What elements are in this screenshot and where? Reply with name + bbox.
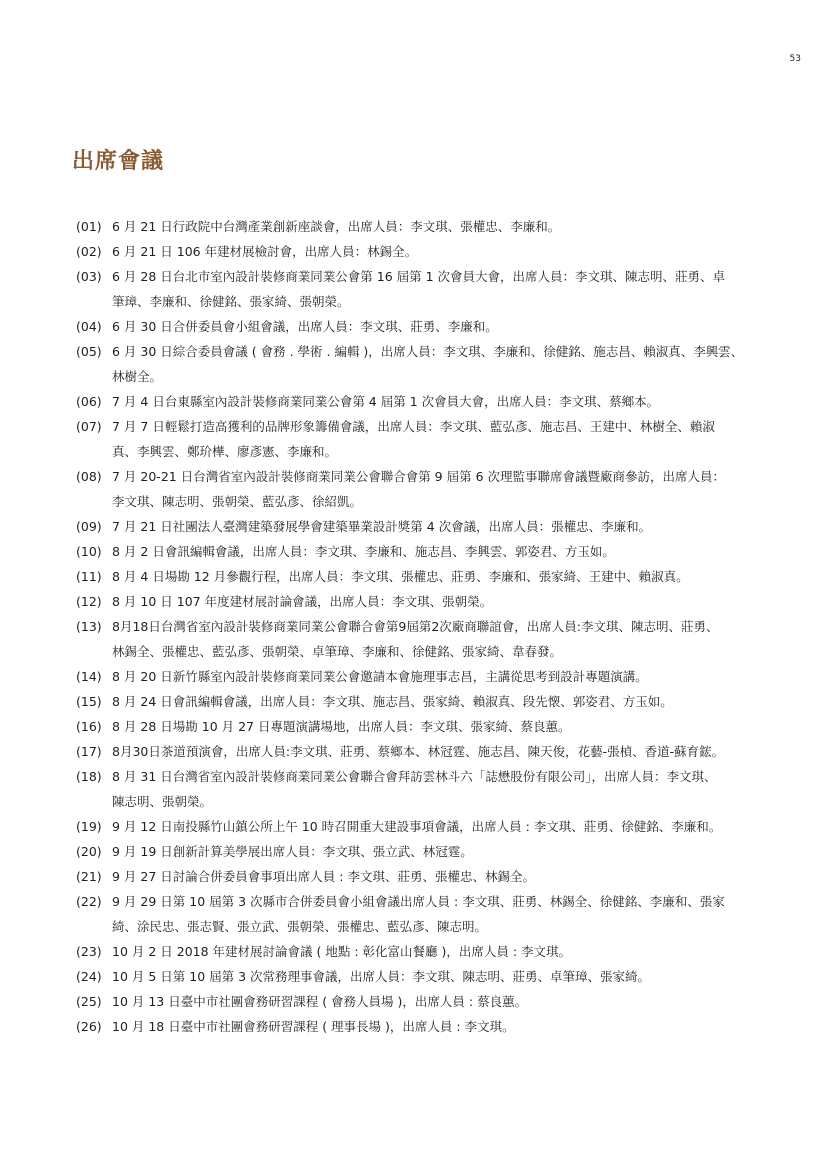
entry-text-line: 8 月 20 日新竹縣室內設計裝修商業同業公會邀請本會施理事志昌，主講從思考到設計專題演講。 <box>112 669 648 684</box>
entry-number: (04) <box>76 319 102 334</box>
entry-text-line: 林錫全、張權忠、藍弘彥、張朝榮、卓筆璋、李廉和、徐健銘、張家綺、韋春發。 <box>112 644 563 659</box>
entry-number: (14) <box>76 669 102 684</box>
entry-number: (25) <box>76 994 102 1009</box>
meeting-entry <box>76 764 754 814</box>
entry-number: (06) <box>76 394 102 409</box>
entry-text-line: 9 月 19 日創新計算美學展出席人員：李文琪、張立武、林冠霆。 <box>112 844 473 859</box>
entry-text-line: 8 月 28 日場勘 10 月 27 日專題演講場地，出席人員：李文琪、張家綺、蔡良蕙。 <box>112 719 571 734</box>
entry-number: (07) <box>76 419 102 434</box>
page-title: 出席會議 <box>72 149 165 174</box>
meeting-entry <box>76 514 754 539</box>
entry-number: (10) <box>76 544 102 559</box>
entry-number: (12) <box>76 594 102 609</box>
meeting-entry <box>76 239 754 264</box>
entry-number: (02) <box>76 244 102 259</box>
entry-text-line: 10 月 13 日臺中市社團會務研習課程 ( 會務人員場 )，出席人員 : 蔡良蕙。 <box>112 994 528 1009</box>
entry-text-line: 8月30日茶道預演會，出席人員:李文琪、莊勇、蔡鄉本、林冠霆、施志昌、陳天俊，花藝-張楨、香道-蘇育鋐。 <box>112 744 725 759</box>
entry-number: (03) <box>76 269 102 284</box>
meeting-entry <box>76 614 754 664</box>
meeting-entry <box>76 564 754 589</box>
entry-text-line: 6 月 28 日台北市室內設計裝修商業同業公會第 16 屆第 1 次會員大會，出席人員：李文琪、陳志明、莊勇、卓 <box>112 269 726 284</box>
entry-number: (21) <box>76 869 102 884</box>
meeting-entry <box>76 814 754 839</box>
entry-text-line: 7 月 21 日社團法人臺灣建築發展學會建築畢業設計獎第 4 次會議，出席人員：張權忠、李廉和。 <box>112 519 652 534</box>
entry-number: (18) <box>76 769 102 784</box>
meeting-entry <box>76 414 754 464</box>
meeting-entry <box>76 264 754 314</box>
entry-text-line: 6 月 30 日綜合委員會議 ( 會務 . 學術 . 編輯 )，出席人員：李文琪、李廉和、徐健銘、施志昌、賴淑真、李興雲、 <box>112 344 744 359</box>
entry-number: (23) <box>76 944 102 959</box>
meeting-entry <box>76 389 754 414</box>
entry-number: (26) <box>76 1019 102 1034</box>
entry-text-line: 10 月 5 日第 10 屆第 3 次常務理事會議，出席人員：李文琪、陳志明、莊勇、卓筆璋、張家綺。 <box>112 969 651 984</box>
meeting-entry <box>76 989 754 1014</box>
entry-text-line: 8月18日台灣省室內設計裝修商業同業公會聯合會第9屆第2次廠商聯誼會，出席人員:李文琪、陳志明、莊勇、 <box>112 619 719 634</box>
entry-text-line: 6 月 21 日行政院中台灣產業創新座談會，出席人員：李文琪、張權忠、李廉和。 <box>112 219 561 234</box>
entry-number: (13) <box>76 619 102 634</box>
entry-number: (08) <box>76 469 102 484</box>
meeting-entry <box>76 714 754 739</box>
entry-text-line: 10 月 18 日臺中市社團會務研習課程 ( 理事長場 )，出席人員 : 李文琪。 <box>112 1019 515 1034</box>
entry-text-line: 8 月 24 日會訊編輯會議，出席人員：李文琪、施志昌、張家綺、賴淑真、段先懐、郭姿君、方玉如。 <box>112 694 673 709</box>
entry-number: (05) <box>76 344 102 359</box>
entry-text-line: 綺、涂民忠、張志賢、張立武、張朝榮、張權忠、藍弘彥、陳志明。 <box>112 919 488 934</box>
entry-text-line: 真、李興雲、鄭玠樺、廖彥憲、李廉和。 <box>112 444 338 459</box>
entry-text-line: 9 月 12 日南投縣竹山鎮公所上午 10 時召開重大建設事項會議，出席人員 : 李文琪、莊勇、徐健銘、李廉和。 <box>112 819 722 834</box>
entry-text-line: 8 月 2 日會訊編輯會議，出席人員：李文琪、李廉和、施志昌、李興雲、郭姿君、方玉如。 <box>112 544 615 559</box>
meeting-entry <box>76 664 754 689</box>
entry-text-line: 6 月 21 日 106 年建材展檢討會，出席人員：林錫全。 <box>112 244 418 259</box>
meeting-entry <box>76 889 754 939</box>
entry-text-line: 筆璋、李廉和、徐健銘、張家綺、張朝榮。 <box>112 294 350 309</box>
meeting-entry <box>76 964 754 989</box>
entry-text-line: 8 月 10 日 107 年度建材展討論會議，出席人員：李文琪、張朝榮。 <box>112 594 493 609</box>
meeting-attendance-list <box>76 214 754 1039</box>
entry-number: (17) <box>76 744 102 759</box>
entry-text-line: 陳志明、張朝榮。 <box>112 794 213 809</box>
entry-text-line: 7 月 4 日台東縣室內設計裝修商業同業公會第 4 屆第 1 次會員大會，出席人員：李文琪、蔡鄉本。 <box>112 394 660 409</box>
entry-text-line: 9 月 29 日第 10 屆第 3 次縣市合併委員會小組會議出席人員 : 李文琪、莊勇、林錫全、徐健銘、李廉和、張家 <box>112 894 725 909</box>
entry-number: (09) <box>76 519 102 534</box>
entry-text-line: 6 月 30 日合併委員會小組會議，出席人員：李文琪、莊勇、李廉和。 <box>112 319 498 334</box>
entry-number: (24) <box>76 969 102 984</box>
meeting-entry <box>76 689 754 714</box>
meeting-entry <box>76 939 754 964</box>
page-number: 53 <box>789 54 801 64</box>
meeting-entry <box>76 214 754 239</box>
entry-text-line: 7 月 7 日輕鬆打造高獲利的品牌形象籌備會議，出席人員：李文琪、藍弘彥、施志昌、王建中、林樹全、賴淑 <box>112 419 715 434</box>
entry-number: (01) <box>76 219 102 234</box>
meeting-entry <box>76 539 754 564</box>
entry-number: (22) <box>76 894 102 909</box>
entry-number: (19) <box>76 819 102 834</box>
meeting-entry <box>76 1014 754 1039</box>
entry-number: (16) <box>76 719 102 734</box>
meeting-entry <box>76 839 754 864</box>
entry-text-line: 8 月 31 日台灣省室內設計裝修商業同業公會聯合會拜訪雲林斗六「誌懋股份有限公司」，出席人員：李文琪、 <box>112 769 717 784</box>
meeting-entry <box>76 464 754 514</box>
meeting-entry <box>76 314 754 339</box>
entry-text-line: 李文琪、陳志明、張朝榮、藍弘彥、徐紹凱。 <box>112 494 363 509</box>
entry-number: (11) <box>76 569 102 584</box>
entry-text-line: 林樹全。 <box>112 369 163 384</box>
meeting-entry <box>76 864 754 889</box>
entry-text-line: 9 月 27 日討論合併委員會事項出席人員 : 李文琪、莊勇、張權忠、林錫全。 <box>112 869 535 884</box>
entry-number: (15) <box>76 694 102 709</box>
entry-number: (20) <box>76 844 102 859</box>
entry-text-line: 10 月 2 日 2018 年建材展討論會議 ( 地點 : 彰化富山餐廳 )，出席人員 : 李文琪。 <box>112 944 572 959</box>
meeting-entry <box>76 589 754 614</box>
entry-text-line: 7 月 20-21 日台灣省室內設計裝修商業同業公會聯合會第 9 屆第 6 次理監事聯席會議暨廠商參訪，出席人員： <box>112 469 725 484</box>
entry-text-line: 8 月 4 日場勘 12 月參觀行程，出席人員：李文琪、張權忠、莊勇、李廉和、張家綺、王建中、賴淑真。 <box>112 569 689 584</box>
meeting-entry <box>76 739 754 764</box>
meeting-entry <box>76 339 754 389</box>
